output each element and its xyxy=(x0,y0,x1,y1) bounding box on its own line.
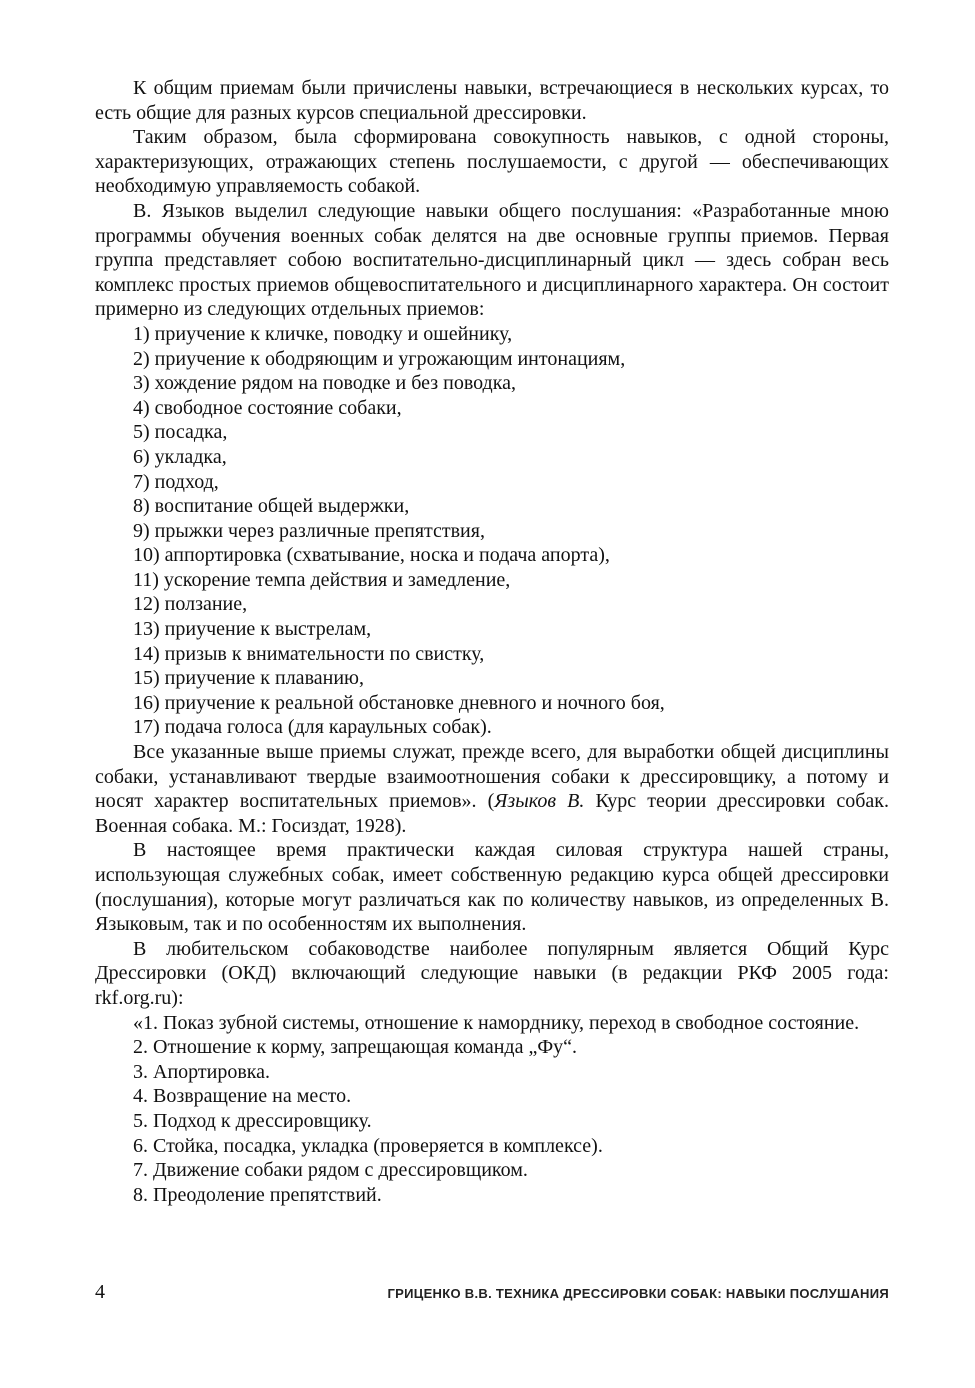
list-item-16: 16) приучение к реальной обстановке дневного и ночного боя, xyxy=(133,691,665,714)
list-item-2: 2) приучение к ободряющим и угрожающим интонациям, xyxy=(133,347,626,370)
running-title: ГРИЦЕНКО В.В. ТЕХНИКА ДРЕССИРОВКИ СОБАК: НАВЫКИ ПОСЛУШАНИЯ xyxy=(387,1286,889,1301)
page-footer xyxy=(95,1281,889,1304)
list-item-7: 7) подход, xyxy=(133,470,219,493)
list-item-17: 17) подача голоса (для караульных собак). xyxy=(133,716,492,739)
list-item-3: 3) хождение рядом на поводке и без поводка, xyxy=(133,372,517,395)
list-item-15: 15) приучение к плаванию, xyxy=(133,667,364,690)
page-number: 4 xyxy=(95,1281,105,1303)
citation-author: Языков В. xyxy=(494,790,585,813)
list-item-12: 12) ползание, xyxy=(133,593,248,616)
list-item-13: 13) приучение к выстрелам, xyxy=(133,618,372,641)
okd-item-3: 3. Апортировка. xyxy=(133,1060,271,1083)
list-item-6: 6) укладка, xyxy=(133,445,227,468)
list-item-4: 4) свободное состояние собаки, xyxy=(133,396,402,419)
okd-item-1: «1. Показ зубной системы, отношение к наморднику, переход в свободное состояние. xyxy=(133,1011,860,1034)
list-item-5: 5) посадка, xyxy=(133,421,228,444)
list-item-14: 14) призыв к внимательности по свистку, xyxy=(133,642,485,665)
paragraph-yazykov-quote-open: В. Языков выделил следующие навыки общего послушания: «Разработанные мною программы обучения военных собак делятся на две основные группы приемов. Первая группа представляет собою воспитательно-дисциплинарный цикл — здесь собран весь комплекс простых приемов общевоспитательного и дисциплинарного характера. Он состоит примерно из следующих отдельных приемов: xyxy=(95,199,889,321)
list-item-1: 1) приучение к кличке, поводку и ошейнику, xyxy=(133,322,513,345)
paragraph-intro-2: Таким образом, была сформирована совокупность навыков, с одной стороны, характеризующих, отражающих степень послушаемости, с другой — обеспечивающих необходимую управляемость собакой. xyxy=(95,126,889,198)
paragraph-modern-courses: В настоящее время практически каждая силовая структура нашей страны, использующая служебных собак, имеет собственную редакцию курса общей дрессировки (послушания), которые могут различаться как по количеству навыков, из определенных В. Языковым, так и по особенностям их выполнения. xyxy=(95,839,889,936)
list-item-10: 10) аппортировка (схватывание, носка и подача апорта), xyxy=(133,544,610,567)
citation-source: Курс теории дрессировки собак. Военная собака. М.: Госиздат, 1928). xyxy=(95,790,889,837)
okd-item-7: 7. Движение собаки рядом с дрессировщиком. xyxy=(133,1159,528,1182)
list-item-9: 9) прыжки через различные препятствия, xyxy=(133,519,485,542)
list-item-11: 11) ускорение темпа действия и замедление, xyxy=(133,568,511,591)
okd-item-6: 6. Стойка, посадка, укладка (проверяется в комплексе). xyxy=(133,1134,603,1157)
citation-text: Все указанные выше приемы служат, прежде всего, для выработки общей дисциплины собаки, устанавливают твердые взаимоотношения собаки к дрессировщику, а потому и носят характер воспитательных приемов». ( xyxy=(95,741,889,813)
okd-item-8: 8. Преодоление препятствий. xyxy=(133,1183,382,1206)
list-item-8: 8) воспитание общей выдержки, xyxy=(133,495,410,518)
paragraph-citation xyxy=(95,740,889,838)
page-content xyxy=(95,76,889,1207)
paragraph-intro-1: К общим приемам были причислены навыки, встречающиеся в нескольких курсах, то есть общие для разных курсов специальной дрессировки. xyxy=(95,77,889,124)
okd-item-2: 2. Отношение к корму, запрещающая команда „Фу“. xyxy=(133,1036,578,1059)
okd-item-4: 4. Возвращение на место. xyxy=(133,1085,352,1108)
paragraph-okd-intro: В любительском собаководстве наиболее популярным является Общий Курс Дрессировки (ОКД) включающий следующие навыки (в редакции РКФ 2005 года: rkf.org.ru): xyxy=(95,937,889,1009)
okd-item-5: 5. Подход к дрессировщику. xyxy=(133,1109,372,1132)
